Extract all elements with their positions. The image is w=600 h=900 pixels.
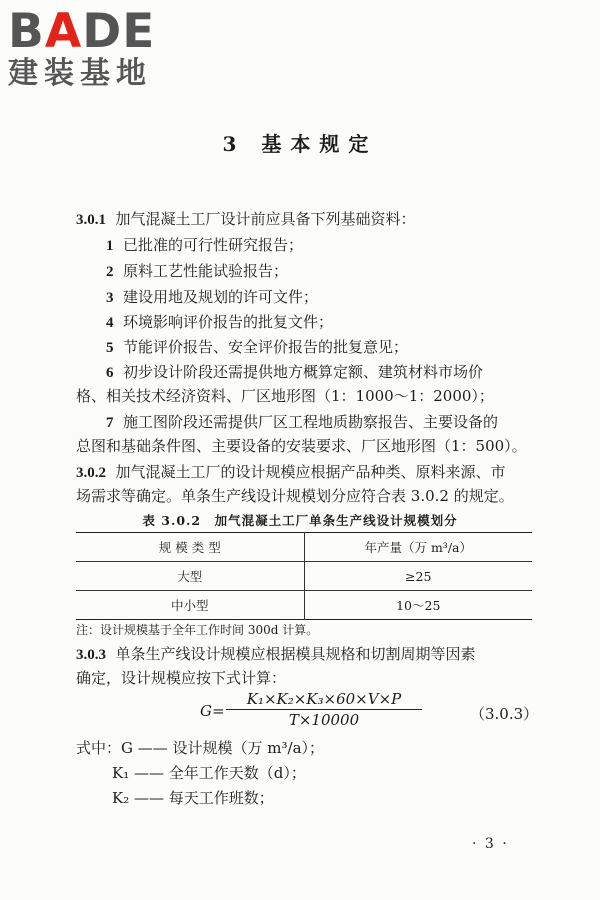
list-item bbox=[106, 286, 318, 309]
bade-logo bbox=[8, 4, 176, 92]
chapter-title: 3 基本规定 bbox=[222, 132, 378, 156]
logo-letters-de: DE bbox=[82, 4, 156, 59]
item-number: 3 bbox=[106, 290, 114, 306]
scale-table bbox=[76, 532, 532, 620]
list-item bbox=[106, 234, 303, 257]
clause-continuation: 确定，设计规模应按下式计算： bbox=[76, 669, 287, 687]
logo-letter-a: A bbox=[44, 4, 83, 59]
item-text: 初步设计阶段还需提供地方概算定额、建筑材料市场价 bbox=[123, 363, 484, 381]
table-note: 注：设计规模基于全年工作时间 300d 计算。 bbox=[76, 623, 319, 637]
clause-text: 加气混凝土工厂设计前应具备下列基础资料： bbox=[115, 210, 416, 228]
list-item bbox=[106, 361, 483, 384]
table-caption: 表 3.0.2 加气混凝土工厂单条生产线设计规模划分 bbox=[142, 513, 458, 528]
formula-numerator: K₁×K₂×K₃×60×V×P bbox=[226, 690, 422, 710]
item-number: 2 bbox=[106, 264, 114, 280]
clause-3-0-1 bbox=[76, 208, 416, 231]
table-header-cell: 年产量（万 m³/a） bbox=[304, 533, 532, 562]
clause-text: 单条生产线设计规模应根据模具规格和切割周期等因素 bbox=[115, 645, 476, 663]
list-item bbox=[106, 260, 288, 283]
item-number: 5 bbox=[106, 340, 114, 356]
item-continuation: 总图和基础条件图、主要设备的安装要求、厂区地形图（1：500）。 bbox=[76, 437, 527, 455]
item-text: 已批准的可行性研究报告； bbox=[123, 236, 304, 254]
clause-continuation: 场需求等确定。单条生产线设计规模划分应符合表 3.0.2 的规定。 bbox=[76, 487, 514, 505]
page-number: · 3 · bbox=[472, 836, 509, 852]
table-cell: 大型 bbox=[76, 562, 304, 591]
item-text: 建设用地及规划的许可文件； bbox=[123, 288, 319, 306]
table-cell: ≥25 bbox=[304, 562, 532, 591]
variable-definition: K₂ —— 每天工作班数； bbox=[112, 789, 274, 807]
variable-definition: 式中：G —— 设计规模（万 m³/a）； bbox=[76, 739, 325, 757]
item-text: 原料工艺性能试验报告； bbox=[123, 262, 289, 280]
variable-definition: K₁ —— 全年工作天数（d）； bbox=[112, 764, 306, 782]
formula-lhs: G= bbox=[200, 702, 225, 720]
table-row bbox=[76, 562, 532, 591]
logo-subtitle: 建装基地 bbox=[8, 56, 152, 91]
table-cell: 中小型 bbox=[76, 591, 304, 620]
equation-number: （3.0.3） bbox=[470, 705, 539, 723]
clause-text: 加气混凝土工厂的设计规模应根据产品种类、原料来源、市 bbox=[115, 463, 506, 481]
item-number: 1 bbox=[106, 238, 114, 254]
item-text: 环境影响评价报告的批复文件； bbox=[123, 313, 334, 331]
table-header-row bbox=[76, 533, 532, 562]
item-number: 7 bbox=[106, 415, 114, 431]
logo-wordmark bbox=[8, 4, 176, 59]
formula-fraction bbox=[226, 690, 422, 729]
item-number: 6 bbox=[106, 365, 114, 381]
clause-number: 3.0.3 bbox=[76, 647, 106, 663]
logo-letter-b: B bbox=[8, 4, 45, 59]
formula-denominator: T×10000 bbox=[288, 711, 360, 729]
list-item bbox=[106, 411, 498, 434]
item-continuation: 格、相关技术经济资料、厂区地形图（1：1000～1：2000）； bbox=[76, 387, 494, 405]
clause-number: 3.0.1 bbox=[76, 212, 106, 228]
item-number: 4 bbox=[106, 315, 114, 331]
clause-3-0-2 bbox=[76, 461, 506, 484]
clause-3-0-3 bbox=[76, 643, 476, 666]
list-item bbox=[106, 311, 333, 334]
item-text: 节能评价报告、安全评价报告的批复意见； bbox=[123, 338, 409, 356]
table-header-cell: 规 模 类 型 bbox=[76, 533, 304, 562]
list-item bbox=[106, 336, 408, 359]
table-row bbox=[76, 591, 532, 620]
item-text: 施工图阶段还需提供厂区工程地质勘察报告、主要设备的 bbox=[123, 413, 499, 431]
table-cell: 10～25 bbox=[396, 598, 441, 613]
clause-number: 3.0.2 bbox=[76, 465, 106, 481]
